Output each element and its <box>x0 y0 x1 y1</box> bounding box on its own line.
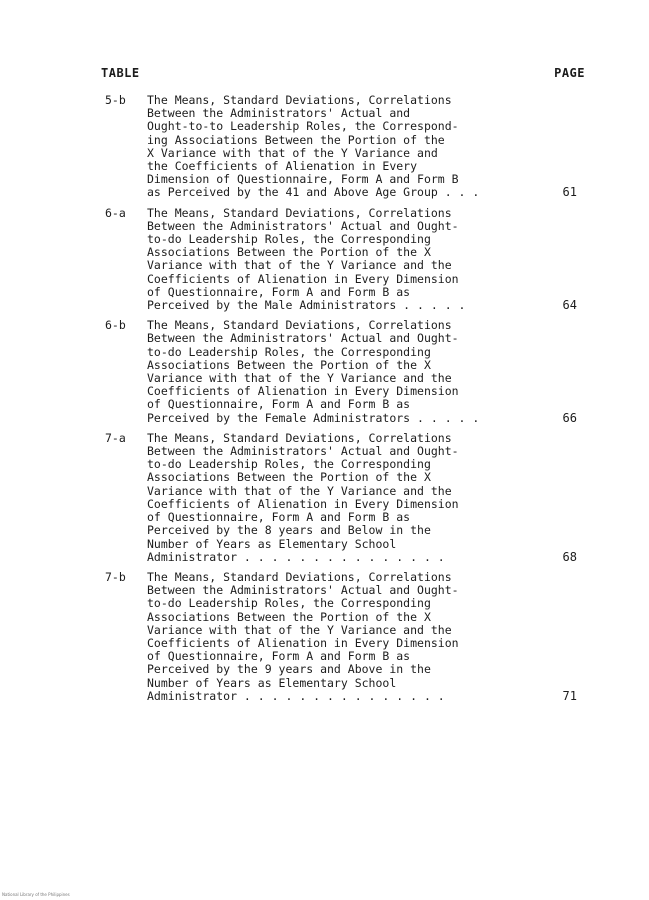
title-line: Coefficients of Alienation in Every Dimension <box>147 271 459 286</box>
title-line: Variance with that of the Y Variance and the <box>147 622 452 637</box>
page-number: 71 <box>562 688 577 703</box>
title-line: Associations Between the Portion of the X <box>147 245 431 260</box>
title-line: Number of Years as Elementary School <box>147 536 397 551</box>
list-item <box>105 205 577 313</box>
title-line: to-do Leadership Roles, the Corresponding <box>147 457 431 472</box>
title-line: Perceived by the Male Administrators . . . . . <box>147 298 466 313</box>
title-line: to-do Leadership Roles, the Corresponding <box>147 344 431 359</box>
title-line: Between the Administrators' Actual and <box>147 106 411 121</box>
title-line: Perceived by the 8 years and Below in the <box>147 523 431 538</box>
title-line: Associations Between the Portion of the X <box>147 470 431 485</box>
title-line: Between the Administrators' Actual and Ought- <box>147 444 459 459</box>
page-number: 68 <box>562 549 577 564</box>
title-line: The Means, Standard Deviations, Correlations <box>147 430 452 445</box>
title-line: Between the Administrators' Actual and Ought- <box>147 218 459 233</box>
title-line: of Questionnaire, Form A and Form B as <box>147 649 411 664</box>
title-line: Associations Between the Portion of the X <box>147 609 431 624</box>
column-header-table: TABLE <box>101 66 140 80</box>
title-line: Perceived by the 9 years and Above in the <box>147 662 431 677</box>
title-line: the Coefficients of Alienation in Every <box>147 159 418 174</box>
title-line: Number of Years as Elementary School <box>147 675 397 690</box>
title-line: Administrator . . . . . . . . . . . . . . . <box>147 549 445 564</box>
title-line: The Means, Standard Deviations, Correlations <box>147 318 452 333</box>
title-line: Coefficients of Alienation in Every Dimension <box>147 635 459 650</box>
title-line: Ought-to-to Leadership Roles, the Correspond- <box>147 119 459 134</box>
table-title <box>147 94 547 200</box>
title-line: as Perceived by the 41 and Above Age Group . . . <box>147 185 480 200</box>
list-item <box>105 430 577 564</box>
title-line: to-do Leadership Roles, the Corresponding <box>147 232 431 247</box>
table-number: 6-b <box>105 318 126 333</box>
list-item <box>105 569 577 703</box>
table-number: 6-a <box>105 205 126 220</box>
title-line: of Questionnaire, Form A and Form B as <box>147 284 411 299</box>
list-item <box>105 93 577 200</box>
table-title <box>147 319 547 425</box>
title-line: Associations Between the Portion of the X <box>147 357 431 372</box>
table-number: 7-b <box>105 569 126 584</box>
column-header-page: PAGE <box>554 66 585 80</box>
title-line: Variance with that of the Y Variance and the <box>147 371 452 386</box>
title-line: The Means, Standard Deviations, Correlations <box>147 93 452 107</box>
scan-watermark: National Library of the Philippines <box>2 892 70 897</box>
title-line: Coefficients of Alienation in Every Dimension <box>147 384 459 399</box>
title-line: Perceived by the Female Administrators . . . . . <box>147 410 480 425</box>
title-line: Administrator . . . . . . . . . . . . . . . <box>147 688 445 703</box>
title-line: of Questionnaire, Form A and Form B as <box>147 510 411 525</box>
title-line: Variance with that of the Y Variance and the <box>147 483 452 498</box>
table-title <box>147 432 547 564</box>
page-number: 64 <box>562 298 577 313</box>
table-title <box>147 571 547 703</box>
title-line: Between the Administrators' Actual and Ought- <box>147 331 459 346</box>
title-line: Variance with that of the Y Variance and the <box>147 258 452 273</box>
title-line: The Means, Standard Deviations, Correlations <box>147 569 452 584</box>
page-number: 66 <box>562 410 577 425</box>
table-number: 7-a <box>105 430 126 445</box>
title-line: to-do Leadership Roles, the Corresponding <box>147 596 431 611</box>
title-line: The Means, Standard Deviations, Correlations <box>147 205 452 220</box>
table-of-tables-list <box>105 93 577 710</box>
table-number: 5-b <box>105 93 126 107</box>
title-line: X Variance with that of the Y Variance and <box>147 145 438 160</box>
title-line: Dimension of Questionnaire, Form A and Form B <box>147 172 459 187</box>
title-line: of Questionnaire, Form A and Form B as <box>147 397 411 412</box>
title-line: ing Associations Between the Portion of the <box>147 132 445 147</box>
table-title <box>147 207 547 313</box>
title-line: Coefficients of Alienation in Every Dimension <box>147 496 459 511</box>
title-line: Between the Administrators' Actual and Ought- <box>147 583 459 598</box>
page-number: 61 <box>562 185 577 200</box>
list-item <box>105 318 577 425</box>
